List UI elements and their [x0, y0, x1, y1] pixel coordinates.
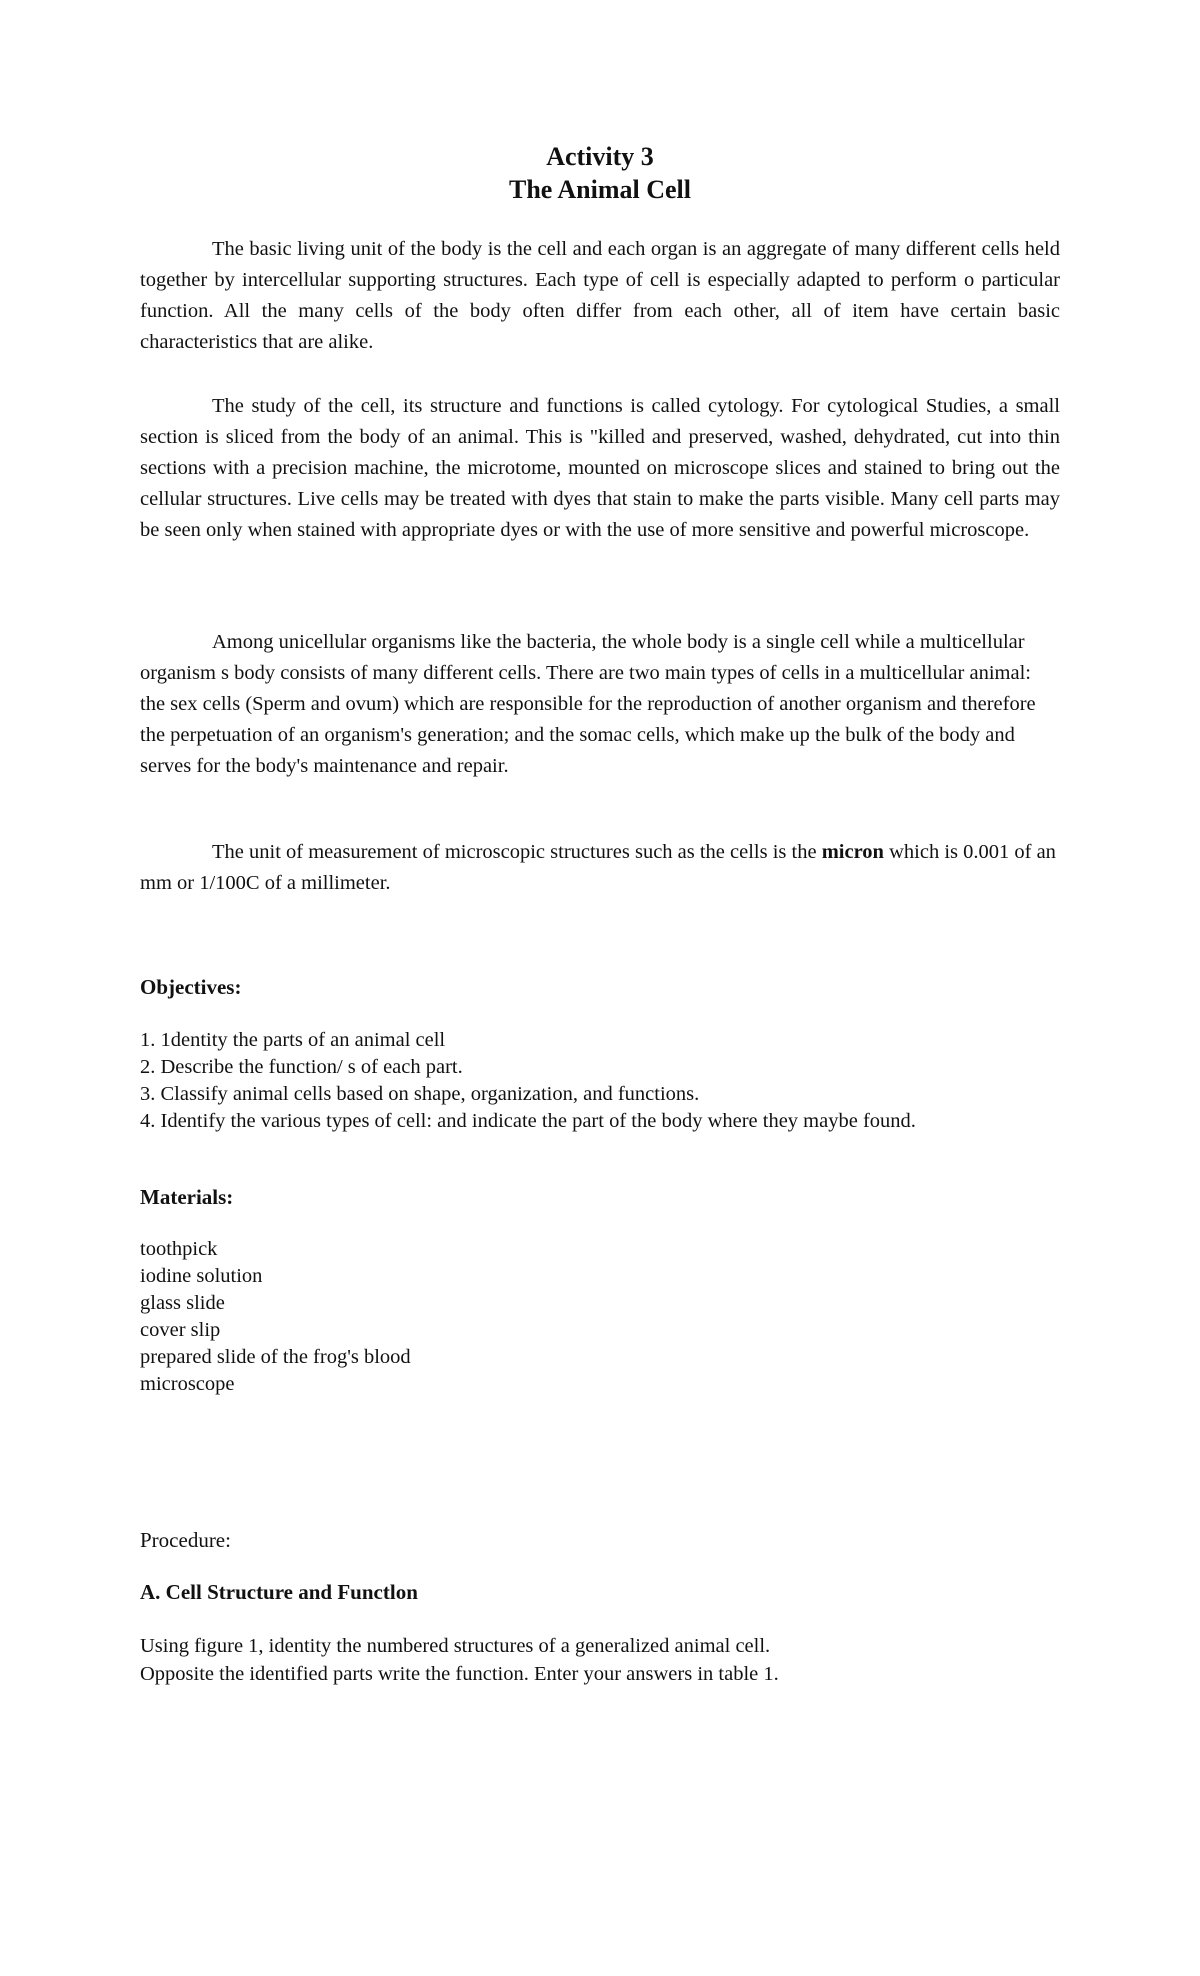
page-title: The Animal Cell — [508, 175, 691, 204]
procedure-instructions — [140, 1632, 1080, 1688]
material-item: glass slide — [140, 1292, 225, 1314]
title-block — [0, 140, 1200, 206]
objective-item: 3. Classify animal cells based on shape, organization, and functions. — [140, 1083, 700, 1105]
micron-term: micron — [821, 841, 884, 863]
measurement-text-start: The unit of measurement of microscopic structures such as the cells is the — [212, 841, 822, 863]
materials-heading: Materials: — [140, 1185, 234, 1209]
objectives-heading: Objectives: — [140, 975, 242, 999]
objective-item: 4. Identify the various types of cell: and indicate the part of the body where they maybe found. — [140, 1110, 916, 1132]
material-item: iodine solution — [140, 1265, 263, 1287]
objective-item: 2. Describe the function/ s of each part. — [140, 1056, 463, 1078]
cell-types-paragraph: Among unicellular organisms like the bacteria, the whole body is a single cell while a multicellular organism s body consists of many different cells. There are two main types of cells in a multicellular animal: the sex cells (Sperm and ovum) which are responsible for the reproduction of another organism and therefore the perpetuation of an organism's generation; and the somac cells, which make up the bulk of the body and serves for the body's maintenance and repair. — [140, 631, 1036, 777]
procedure-heading: Procedure: — [140, 1528, 231, 1552]
measurement-paragraph — [140, 837, 1060, 899]
activity-number: Activity 3 — [546, 142, 654, 171]
material-item: microscope — [140, 1373, 235, 1395]
instruction-line: Using figure 1, identity the numbered structures of a generalized animal cell. — [140, 1635, 771, 1657]
section-a-heading: A. Cell Structure and Functlon — [140, 1580, 418, 1604]
material-item: cover slip — [140, 1319, 221, 1341]
material-item: toothpick — [140, 1238, 218, 1260]
objective-item: 1. 1dentity the parts of an animal cell — [140, 1029, 446, 1051]
measurement-text-end: which is 0.001 of an mm or 1/100C of a millimeter. — [140, 841, 1056, 894]
materials-list — [140, 1236, 1080, 1398]
objectives-list — [140, 1027, 1080, 1135]
instruction-line: Opposite the identified parts write the function. Enter your answers in table 1. — [140, 1663, 779, 1685]
material-item: prepared slide of the frog's blood — [140, 1346, 411, 1368]
cytology-paragraph: The study of the cell, its structure and functions is called cytology. For cytological Studies, a small section is sliced from the body of an animal. This is "killed and preserved, washed, dehydrated, cut into thin sections with a precision machine, the microtome, mounted on microscope slices and stained to bring out the cellular structures. Live cells may be treated with dyes that stain to make the parts visible. Many cell parts may be seen only when stained with appropriate dyes or with the use of more sensitive and powerful microscope. — [140, 395, 1060, 541]
intro-paragraph: The basic living unit of the body is the cell and each organ is an aggregate of many different cells held together by intercellular supporting structures. Each type of cell is especially adapted to perform o particular function. All the many cells of the body often differ from each other, all of item have certain basic characteristics that are alike. — [140, 238, 1060, 353]
